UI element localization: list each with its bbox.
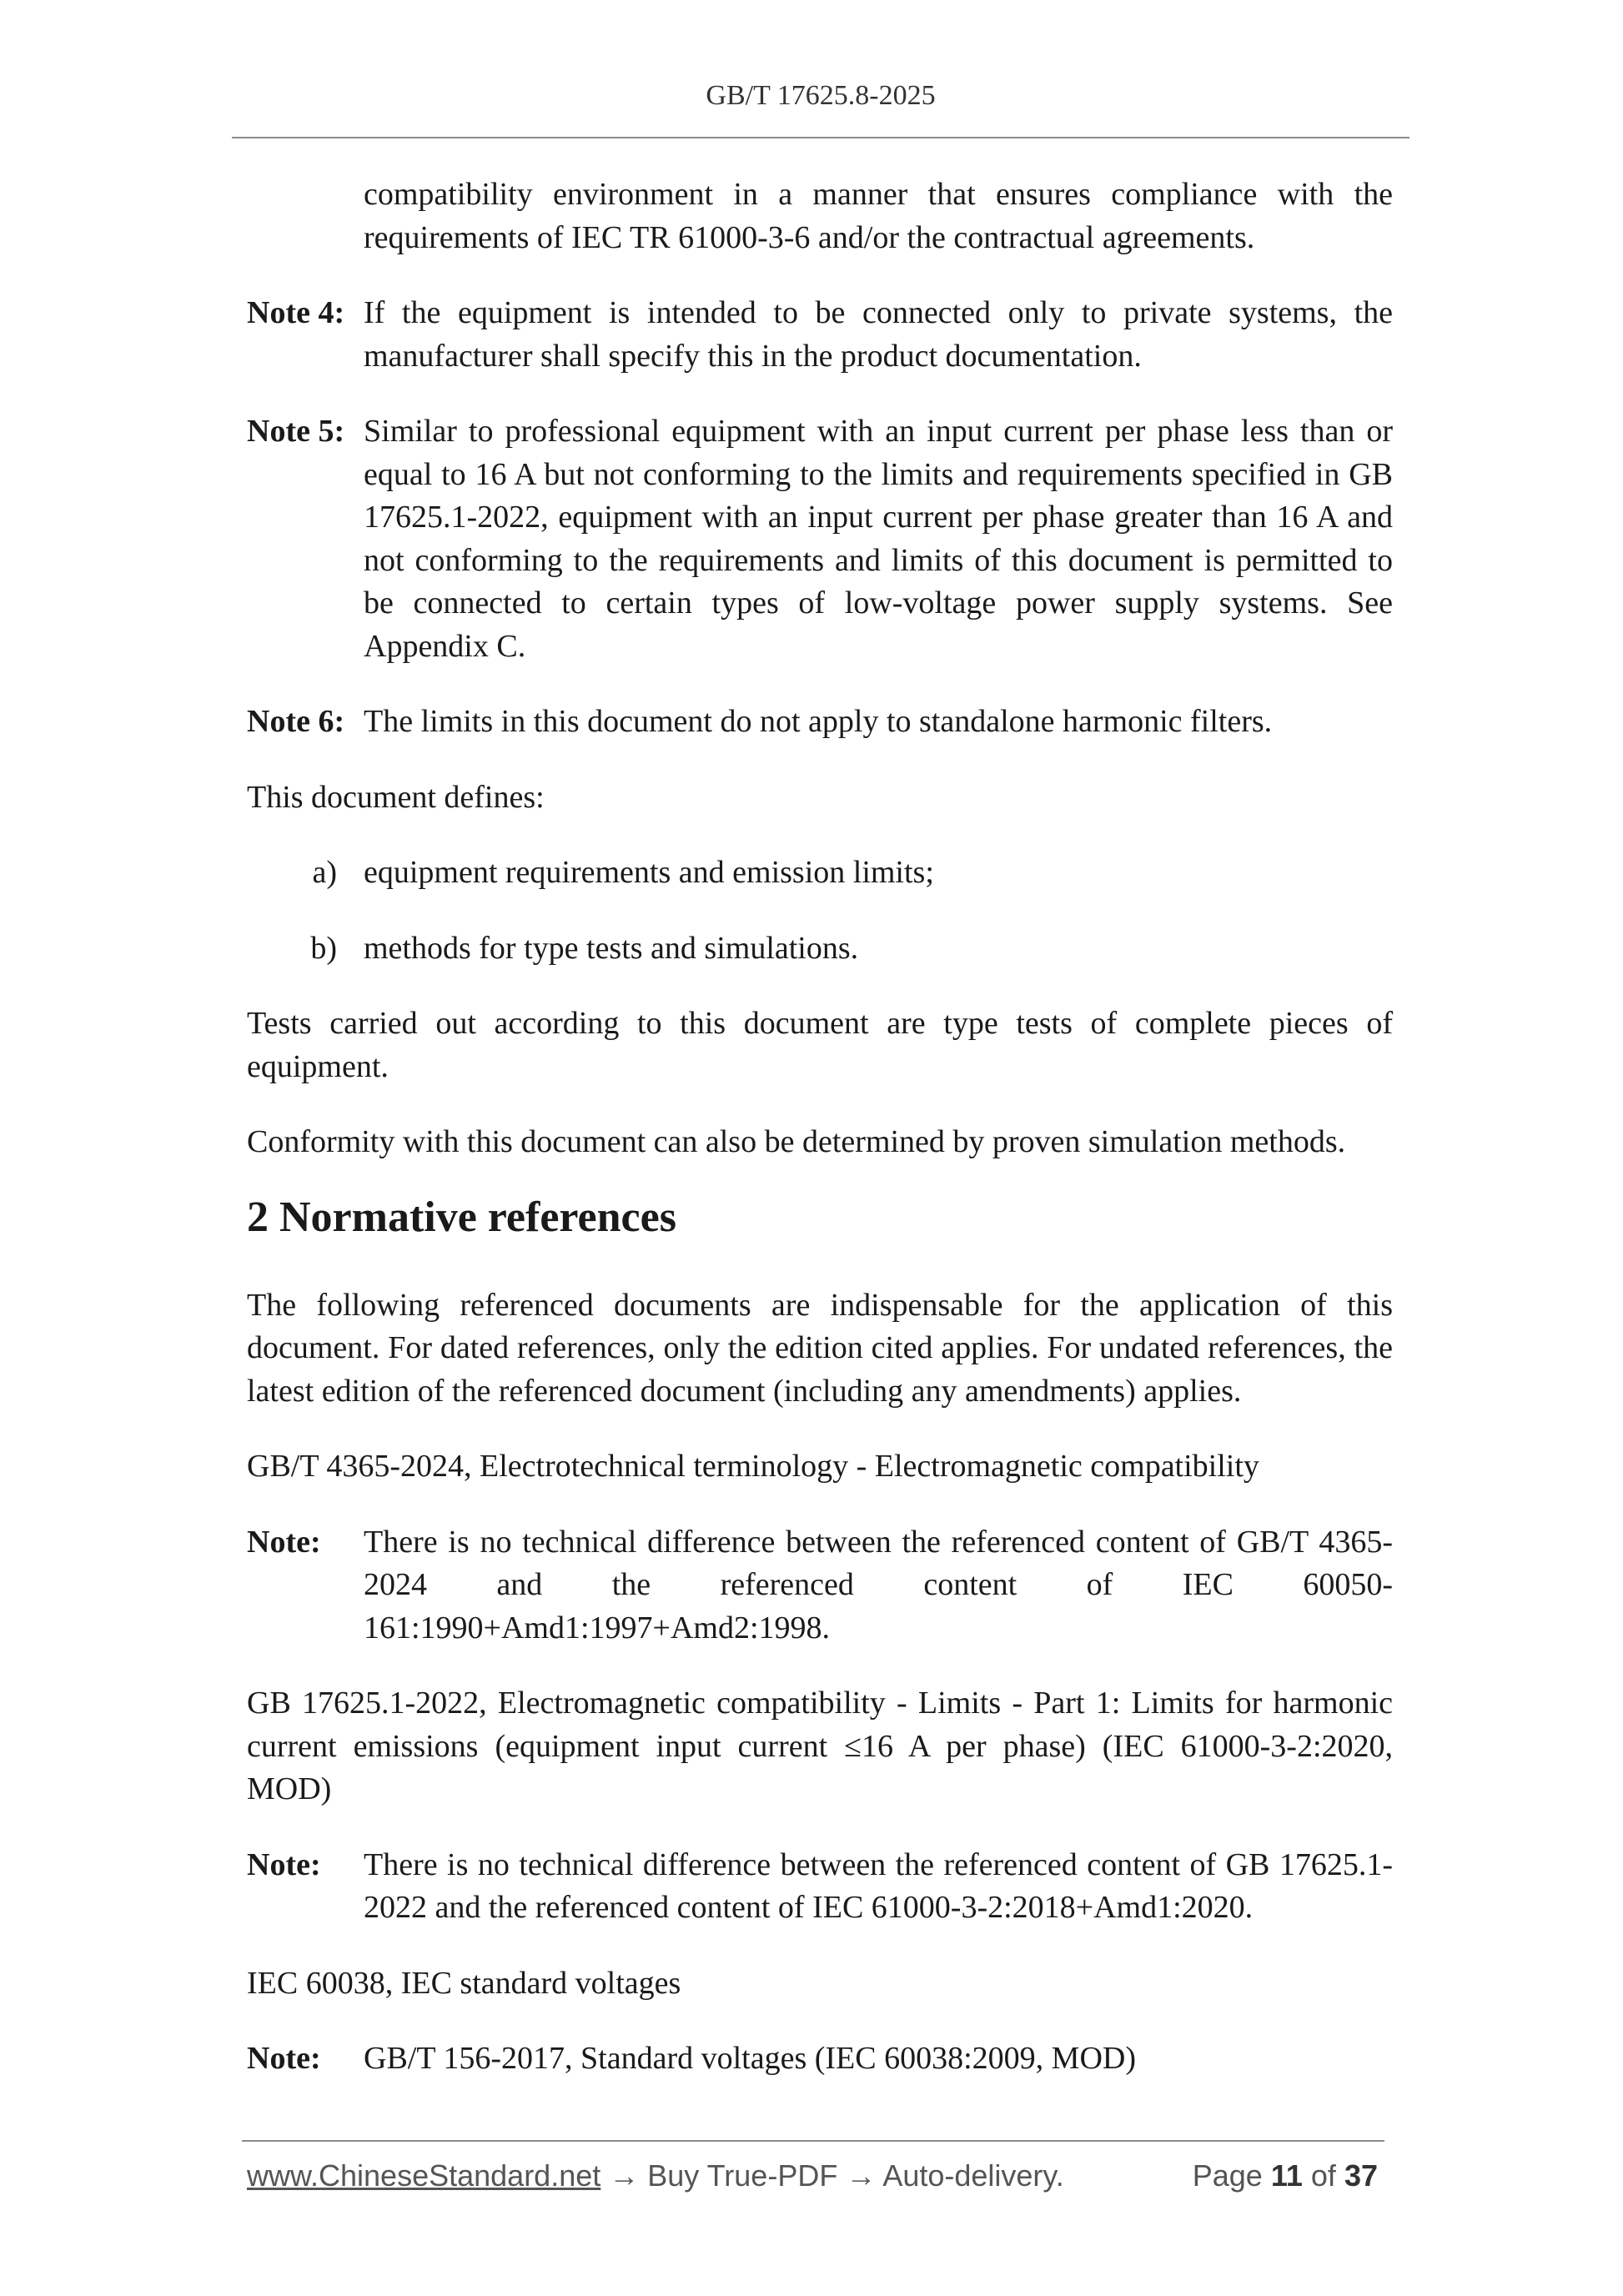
footer-left [247,2158,1064,2193]
note-label: Note 5: [247,414,345,449]
reference-note [247,1844,1393,1930]
page-total: 37 [1344,2158,1378,2193]
note-text: There is no technical difference between the referenced content of GB/T 4365-2024 and the referenced content of IEC 60050-161:1990+Amd1:1997+Amd2:1998. [364,1524,1393,1645]
page-word: Page [1192,2158,1263,2193]
note-text: If the equipment is intended to be connected only to private systems, the manufacturer shall specify this in the product documentation. [364,295,1393,374]
section-heading: 2 Normative references [247,1193,676,1241]
footer-tagline: → Buy True-PDF → Auto-delivery. [600,2158,1064,2193]
continued-note-text: compatibility environment in a manner that ensures compliance with the requirements of IEC TR 61000-3-6 and/or the contractual agreements. [364,177,1393,255]
running-header: GB/T 17625.8-2025 [706,80,936,111]
page-number: 11 [1270,2158,1303,2193]
note-text: The limits in this document do not apply to standalone harmonic filters. [364,704,1273,739]
note-label: Note 6: [247,704,345,739]
footer-divider [242,2140,1384,2142]
list-marker: b) [310,930,337,966]
header-divider [232,137,1409,138]
page-indicator [1193,2158,1378,2193]
conformity-paragraph: Conformity with this document can also be determined by proven simulation methods. [247,1124,1346,1159]
note-5 [247,410,1393,668]
list-item [247,927,1393,971]
list-item [247,852,1393,895]
reference-note [247,1521,1393,1650]
note-text: There is no technical difference between the referenced content of GB 17625.1-2022 and the referenced content of IEC 61000-3-2:2018+Amd1:2020. [364,1846,1393,1925]
list-marker: a) [312,855,337,890]
reference-note [247,2037,1393,2081]
list-text: methods for type tests and simulations. [364,930,859,966]
note-text: Similar to professional equipment with an input current per phase less than or equal to 16 A but not conforming to the limits and requirements specified in GB 17625.1-2022, equipment with an input current per phase greater than 16 A and not conforming to the requirements and limits of this document is permitted to be connected to certain types of low-voltage power supply systems. See Appendix C. [364,414,1393,664]
note-text: GB/T 156-2017, Standard voltages (IEC 60038:2009, MOD) [364,2041,1136,2076]
note-label: Note: [247,1846,321,1882]
page-footer [247,2158,1378,2193]
page-content [247,173,1393,2081]
site-link[interactable]: www.ChineseStandard.net [247,2158,601,2193]
note-6 [247,701,1393,744]
list-text: equipment requirements and emission limits; [364,855,934,890]
defines-intro: This document defines: [247,779,545,815]
references-intro: The following referenced documents are indispensable for the application of this document. For dated references, only the edition cited applies. For undated references, the latest edition of the referenced document (including any amendments) applies. [247,1287,1393,1409]
note-label: Note: [247,1524,321,1560]
of-word: of [1310,2158,1336,2193]
reference-entry: GB/T 4365-2024, Electrotechnical terminology - Electromagnetic compatibility [247,1449,1259,1484]
tests-paragraph: Tests carried out according to this document are type tests of complete pieces of equipment. [247,1006,1393,1084]
reference-entry: GB 17625.1-2022, Electromagnetic compatibility - Limits - Part 1: Limits for harmonic current emissions (equipment input current ≤16 A per phase) (IEC 61000-3-2:2020, MOD) [247,1686,1393,1806]
note-label: Note 4: [247,295,345,330]
note-4 [247,292,1393,378]
note-label: Note: [247,2041,321,2076]
reference-entry: IEC 60038, IEC standard voltages [247,1965,681,2001]
